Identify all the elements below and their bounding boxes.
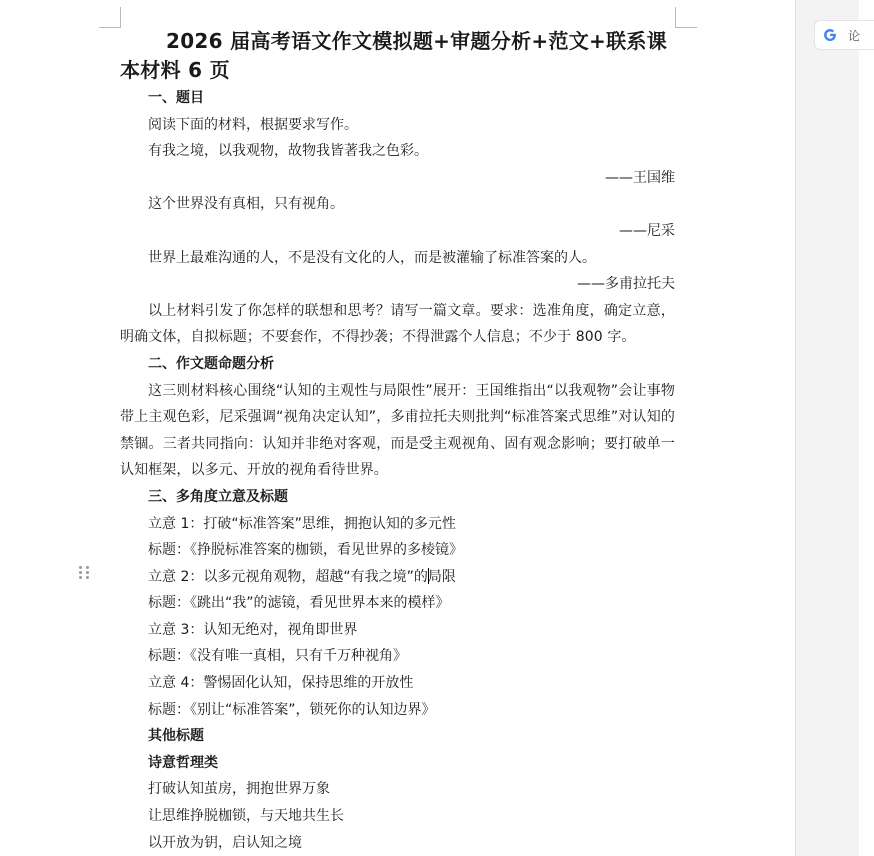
- idea-4-title: 标题：《别让“标准答案”，锁死你的认知边界》: [148, 701, 436, 718]
- idea-2-text-end: 局限: [427, 568, 456, 585]
- quote-wang-guowei: 有我之境，以我观物，故物我皆著我之色彩。: [148, 143, 428, 160]
- translate-tool-label: 论: [848, 28, 861, 43]
- idea-2: [120, 564, 675, 591]
- heading-poetic-philosophical: 诗意哲理类: [148, 754, 218, 771]
- crop-mark-top-left-vertical: [120, 7, 121, 28]
- paragraph-instruction: 阅读下面的材料，根据要求写作。: [148, 116, 358, 133]
- crop-mark-top-right-horizontal: [675, 27, 697, 28]
- translate-tool-button[interactable]: [814, 20, 874, 50]
- idea-3-title: 标题：《没有唯一真相，只有千万种视角》: [148, 648, 407, 665]
- paragraph-analysis: 这三则材料核心围绕“认知的主观性与局限性”展开：王国维指出“以我观物”会让事物带上主观色彩，尼采强调“视角决定认知”，多甫拉托夫则批判“标准答案式思维”对认知的禁锢。三者共同指向：认知并非绝对客观，而是受主观视角、固有观念影响；要打破单一认知框架，以多元、开放的视角看待世界。: [120, 382, 675, 479]
- section-heading-ideas: 三、多角度立意及标题: [148, 488, 288, 505]
- idea-2-title: 标题：《跳出“我”的滤镜，看见世界本来的模样》: [148, 595, 450, 612]
- poetic-title-1: 打破认知茧房，拥抱世界万象: [148, 781, 330, 798]
- quote-dovlatov: 世界上最难沟通的人，不是没有文化的人，而是被灌输了标准答案的人。: [148, 249, 596, 266]
- quote-attribution-wang-guowei: ——王国维: [605, 169, 675, 186]
- crop-mark-top-left-horizontal: [99, 27, 121, 28]
- idea-3: 立意 3：认知无绝对，视角即世界: [148, 621, 358, 638]
- poetic-title-3: 以开放为钥，启认知之境: [148, 834, 302, 851]
- quote-attribution-nietzsche: ——尼采: [619, 222, 675, 239]
- right-side-panel: [795, 0, 859, 856]
- poetic-title-2: 让思维挣脱枷锁，与天地共生长: [148, 808, 344, 825]
- crop-mark-top-right-vertical: [675, 7, 676, 28]
- section-heading-topic: 一、题目: [148, 90, 204, 106]
- idea-1-title: 标题：《挣脱标准答案的枷锁，看见世界的多棱镜》: [148, 542, 463, 559]
- idea-4: 立意 4：警惕固化认知，保持思维的开放性: [148, 675, 414, 692]
- block-drag-handle-icon[interactable]: [79, 566, 91, 582]
- paragraph-writing-requirement: 以上材料引发了你怎样的联想和思考？请写一篇文章。要求：选准角度，确定立意，明确文体，自拟标题；不要套作，不得抄袭；不得泄露个人信息；不少于 800 字。: [120, 302, 675, 346]
- heading-other-titles: 其他标题: [148, 728, 204, 745]
- document-body[interactable]: [120, 27, 675, 856]
- idea-1: 立意 1：打破“标准答案”思维，拥抱认知的多元性: [148, 515, 456, 532]
- google-translate-icon: [821, 26, 839, 44]
- quote-nietzsche: 这个世界没有真相，只有视角。: [148, 196, 344, 213]
- section-heading-analysis: 二、作文题命题分析: [148, 355, 274, 372]
- idea-2-text: 立意 2：以多元视角观物，超越“有我之境”的: [148, 568, 428, 585]
- quote-attribution-dovlatov: ——多甫拉托夫: [577, 276, 675, 293]
- document-title: 2026 届高考语文作文模拟题+审题分析+范文+联系课本材料 6 页: [120, 29, 667, 82]
